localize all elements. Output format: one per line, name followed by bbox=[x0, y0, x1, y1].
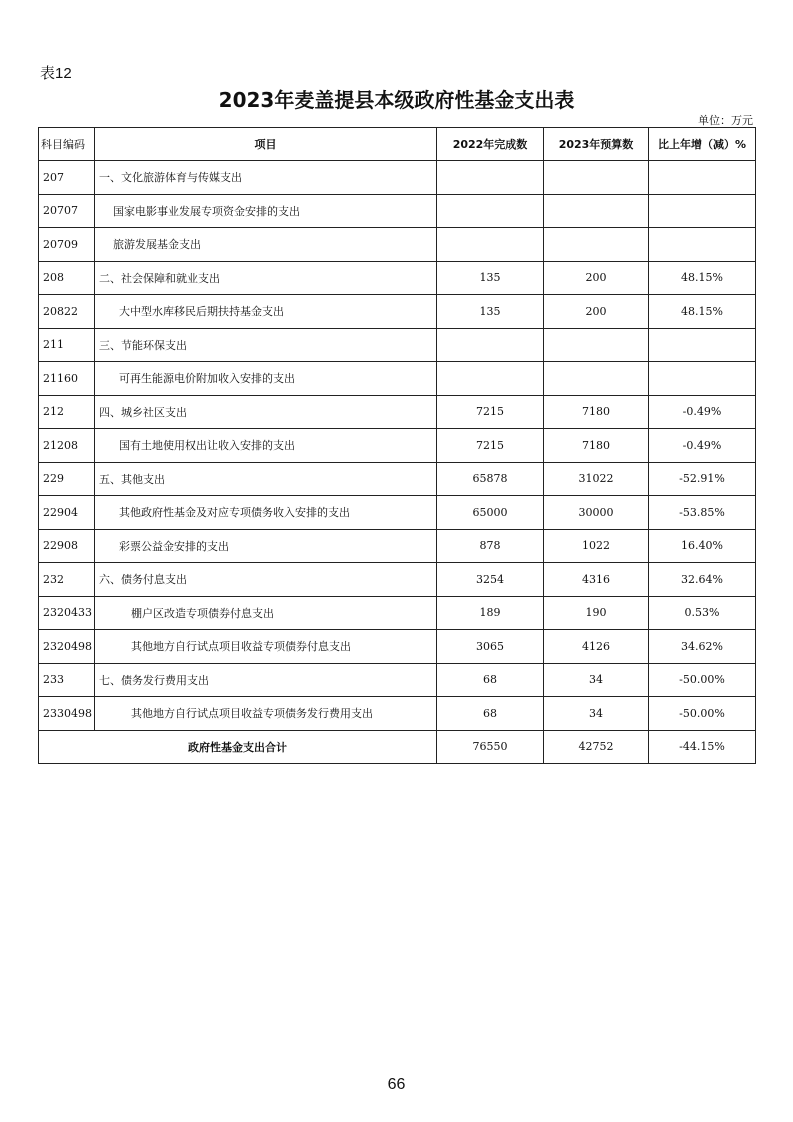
row-name: 旅游发展基金支出 bbox=[95, 228, 437, 262]
table-row bbox=[39, 295, 756, 329]
row-2023-value: 1022 bbox=[544, 529, 649, 563]
row-change: 0.53% bbox=[649, 596, 756, 630]
row-name: 一、文化旅游体育与传媒支出 bbox=[95, 161, 437, 195]
table-row bbox=[39, 462, 756, 496]
row-2023-value: 34 bbox=[544, 663, 649, 697]
row-change: -0.49% bbox=[649, 395, 756, 429]
table-row bbox=[39, 663, 756, 697]
row-code: 22908 bbox=[39, 529, 95, 563]
row-name: 三、节能环保支出 bbox=[95, 328, 437, 362]
row-change bbox=[649, 328, 756, 362]
row-2023-value: 31022 bbox=[544, 462, 649, 496]
table-header-row bbox=[39, 128, 756, 161]
total-row bbox=[39, 730, 756, 764]
row-2022-value bbox=[437, 161, 544, 195]
table-row bbox=[39, 496, 756, 530]
header-2023: 2023年预算数 bbox=[544, 128, 649, 161]
row-code: 211 bbox=[39, 328, 95, 362]
row-code: 212 bbox=[39, 395, 95, 429]
total-change: -44.15% bbox=[649, 730, 756, 764]
total-label: 政府性基金支出合计 bbox=[39, 730, 437, 764]
row-2022-value: 135 bbox=[437, 261, 544, 295]
table-row bbox=[39, 697, 756, 731]
row-change: -50.00% bbox=[649, 663, 756, 697]
row-change bbox=[649, 161, 756, 195]
table-row bbox=[39, 228, 756, 262]
row-name: 七、债务发行费用支出 bbox=[95, 663, 437, 697]
row-2023-value: 4316 bbox=[544, 563, 649, 597]
table-row bbox=[39, 395, 756, 429]
table-row bbox=[39, 596, 756, 630]
row-2022-value: 135 bbox=[437, 295, 544, 329]
table-row bbox=[39, 429, 756, 463]
row-change: -53.85% bbox=[649, 496, 756, 530]
row-code: 233 bbox=[39, 663, 95, 697]
row-2023-value: 4126 bbox=[544, 630, 649, 664]
table-row bbox=[39, 362, 756, 396]
row-2022-value: 65878 bbox=[437, 462, 544, 496]
row-name: 国有土地使用权出让收入安排的支出 bbox=[95, 429, 437, 463]
row-2022-value: 7215 bbox=[437, 395, 544, 429]
row-2023-value bbox=[544, 228, 649, 262]
table-row bbox=[39, 328, 756, 362]
fund-expenditure-table bbox=[38, 127, 756, 764]
row-code: 21160 bbox=[39, 362, 95, 396]
row-2023-value: 200 bbox=[544, 261, 649, 295]
row-code: 2320433 bbox=[39, 596, 95, 630]
row-change: 32.64% bbox=[649, 563, 756, 597]
row-2022-value: 7215 bbox=[437, 429, 544, 463]
row-2022-value: 68 bbox=[437, 697, 544, 731]
row-change bbox=[649, 362, 756, 396]
row-code: 20709 bbox=[39, 228, 95, 262]
total-2023-value: 42752 bbox=[544, 730, 649, 764]
total-2022-value: 76550 bbox=[437, 730, 544, 764]
row-2023-value: 7180 bbox=[544, 429, 649, 463]
table-row bbox=[39, 194, 756, 228]
row-2022-value: 3254 bbox=[437, 563, 544, 597]
row-code: 2330498 bbox=[39, 697, 95, 731]
row-name: 国家电影事业发展专项资金安排的支出 bbox=[95, 194, 437, 228]
row-2022-value bbox=[437, 194, 544, 228]
page-title: 2023年麦盖提县本级政府性基金支出表 bbox=[218, 88, 575, 112]
row-2023-value: 7180 bbox=[544, 395, 649, 429]
row-code: 22904 bbox=[39, 496, 95, 530]
row-name: 棚户区改造专项债券付息支出 bbox=[95, 596, 437, 630]
row-2022-value: 878 bbox=[437, 529, 544, 563]
row-code: 21208 bbox=[39, 429, 95, 463]
row-name: 六、债务付息支出 bbox=[95, 563, 437, 597]
unit-label: 单位：万元 bbox=[698, 114, 753, 127]
table-row bbox=[39, 161, 756, 195]
row-change: -0.49% bbox=[649, 429, 756, 463]
row-change: 48.15% bbox=[649, 295, 756, 329]
row-change bbox=[649, 194, 756, 228]
table-row bbox=[39, 529, 756, 563]
row-code: 20822 bbox=[39, 295, 95, 329]
row-code: 2320498 bbox=[39, 630, 95, 664]
row-2023-value bbox=[544, 194, 649, 228]
row-2022-value bbox=[437, 328, 544, 362]
row-2023-value: 34 bbox=[544, 697, 649, 731]
row-change: -50.00% bbox=[649, 697, 756, 731]
row-2022-value bbox=[437, 228, 544, 262]
row-name: 四、城乡社区支出 bbox=[95, 395, 437, 429]
row-code: 207 bbox=[39, 161, 95, 195]
header-2022: 2022年完成数 bbox=[437, 128, 544, 161]
row-2022-value bbox=[437, 362, 544, 396]
row-2022-value: 189 bbox=[437, 596, 544, 630]
row-code: 229 bbox=[39, 462, 95, 496]
row-name: 其他政府性基金及对应专项债务收入安排的支出 bbox=[95, 496, 437, 530]
row-name: 彩票公益金安排的支出 bbox=[95, 529, 437, 563]
row-change bbox=[649, 228, 756, 262]
row-change: -52.91% bbox=[649, 462, 756, 496]
table-row bbox=[39, 630, 756, 664]
header-change: 比上年增（减）% bbox=[649, 128, 756, 161]
row-2023-value bbox=[544, 328, 649, 362]
row-change: 34.62% bbox=[649, 630, 756, 664]
header-item: 项目 bbox=[95, 128, 437, 161]
header-code: 科目编码 bbox=[39, 128, 95, 161]
row-name: 其他地方自行试点项目收益专项债务发行费用支出 bbox=[95, 697, 437, 731]
row-2023-value bbox=[544, 362, 649, 396]
row-2023-value: 200 bbox=[544, 295, 649, 329]
table-row bbox=[39, 563, 756, 597]
row-code: 232 bbox=[39, 563, 95, 597]
row-name: 可再生能源电价附加收入安排的支出 bbox=[95, 362, 437, 396]
row-2022-value: 65000 bbox=[437, 496, 544, 530]
row-2023-value bbox=[544, 161, 649, 195]
row-change: 16.40% bbox=[649, 529, 756, 563]
table-row bbox=[39, 261, 756, 295]
row-code: 208 bbox=[39, 261, 95, 295]
row-2023-value: 30000 bbox=[544, 496, 649, 530]
row-2023-value: 190 bbox=[544, 596, 649, 630]
row-code: 20707 bbox=[39, 194, 95, 228]
row-name: 其他地方自行试点项目收益专项债券付息支出 bbox=[95, 630, 437, 664]
page-number: 66 bbox=[387, 1076, 406, 1093]
row-name: 大中型水库移民后期扶持基金支出 bbox=[95, 295, 437, 329]
row-change: 48.15% bbox=[649, 261, 756, 295]
table-number: 表12 bbox=[40, 65, 72, 82]
row-name: 五、其他支出 bbox=[95, 462, 437, 496]
row-2022-value: 3065 bbox=[437, 630, 544, 664]
row-2022-value: 68 bbox=[437, 663, 544, 697]
row-name: 二、社会保障和就业支出 bbox=[95, 261, 437, 295]
